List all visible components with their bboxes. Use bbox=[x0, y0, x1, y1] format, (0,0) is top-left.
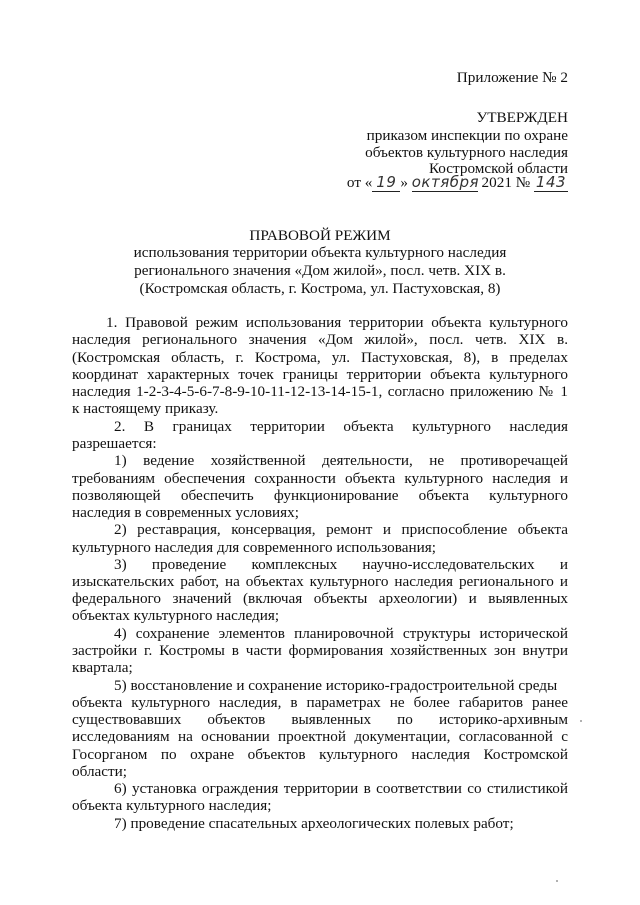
body-line-8: разрешается: bbox=[72, 435, 157, 452]
body-line-7: 2. В границах территории объекта культурного наследия bbox=[114, 418, 568, 435]
body-line-3: (Костромская область, г. Кострома, ул. Пастуховская, 8), в пределах bbox=[72, 349, 568, 366]
body-line-13: 2) реставрация, консервация, ремонт и приспособление объекта bbox=[114, 521, 568, 538]
order-date-line bbox=[347, 174, 568, 192]
body-line-10: требованиям обеспечения сохранности объекта культурного наследия и bbox=[72, 470, 568, 487]
body-line-1: 1. Правовой режим использования территории объекта культурного bbox=[106, 314, 568, 331]
body-line-20: застройки г. Костромы в части формирования хозяйственных зон внутри bbox=[72, 642, 568, 659]
body-line-14: культурного наследия для современного использования; bbox=[72, 539, 436, 556]
body-line-30: 7) проведение спасательных археологических полевых работ; bbox=[114, 815, 514, 832]
scan-speck bbox=[556, 880, 558, 882]
body-line-6: к настоящему приказу. bbox=[72, 400, 219, 417]
body-line-27: области; bbox=[72, 763, 127, 780]
body-line-9: 1) ведение хозяйственной деятельности, не противоречащей bbox=[114, 452, 568, 469]
order-line-2: объектов культурного наследия bbox=[365, 144, 568, 161]
appendix-label: Приложение № 2 bbox=[456, 69, 568, 86]
order-number-handwritten: 143 bbox=[535, 173, 567, 191]
body-line-11: позволяющей обеспечить функционирование объекта культурного bbox=[72, 487, 568, 504]
body-line-29: объекта культурного наследия; bbox=[72, 797, 272, 814]
title-sub-1: использования территории объекта культурного наследия bbox=[133, 244, 507, 261]
body-line-19: 4) сохранение элементов планировочной структуры исторической bbox=[114, 625, 568, 642]
body-line-4: координат характерных точек границы территории объекта культурного bbox=[72, 366, 568, 383]
scan-speck bbox=[580, 720, 582, 722]
order-line-1: приказом инспекции по охране bbox=[366, 127, 568, 144]
date-prefix: от « bbox=[346, 174, 373, 191]
body-line-25: исследованиям на основании проектной документации, согласованной с bbox=[72, 728, 568, 745]
body-line-15: 3) проведение комплексных научно-исследовательских и bbox=[114, 556, 568, 573]
body-line-24: существовавших объектов выявленных по историко-архивным bbox=[72, 711, 568, 728]
body-line-23: объекта культурного наследия, в параметрах не более габаритов ранее bbox=[72, 694, 568, 711]
body-line-16: изыскательских работ, на объектах культурного наследия регионального и bbox=[72, 573, 568, 590]
body-line-22: 5) восстановление и сохранение историко-градостроительной среды bbox=[114, 677, 558, 694]
title-sub-2: регионального значения «Дом жилой», посл. четв. XIX в. bbox=[134, 262, 506, 279]
order-line-3: Костромской области bbox=[428, 160, 568, 177]
date-day-handwritten: 19 bbox=[372, 174, 400, 192]
body-line-5: наследия 1-2-3-4-5-6-7-8-9-10-11-12-13-14-15-1, согласно приложению № 1 bbox=[72, 383, 568, 400]
document-title: ПРАВОВОЙ РЕЖИМ bbox=[249, 227, 391, 244]
date-year: 2021 № bbox=[481, 174, 531, 191]
date-mid: » bbox=[400, 174, 408, 191]
body-line-21: квартала; bbox=[72, 659, 133, 676]
body-line-17: федерального значений (включая объекты археологии) и выявленных bbox=[72, 590, 568, 607]
approved-label: УТВЕРЖДЕН bbox=[476, 109, 568, 126]
body-line-12: наследия в современных условиях; bbox=[72, 504, 299, 521]
date-month-handwritten: октября bbox=[411, 173, 480, 191]
body-line-18: объектах культурного наследия; bbox=[72, 607, 280, 624]
body-line-28: 6) установка ограждения территории в соответствии со стилистикой bbox=[114, 780, 568, 797]
body-line-26: Госорганом по охране объектов культурного наследия Костромской bbox=[72, 746, 568, 763]
body-line-2: наследия регионального значения «Дом жилой», посл. четв. XIX в. bbox=[72, 331, 568, 348]
title-sub-3: (Костромская область, г. Кострома, ул. Пастуховская, 8) bbox=[139, 280, 501, 297]
